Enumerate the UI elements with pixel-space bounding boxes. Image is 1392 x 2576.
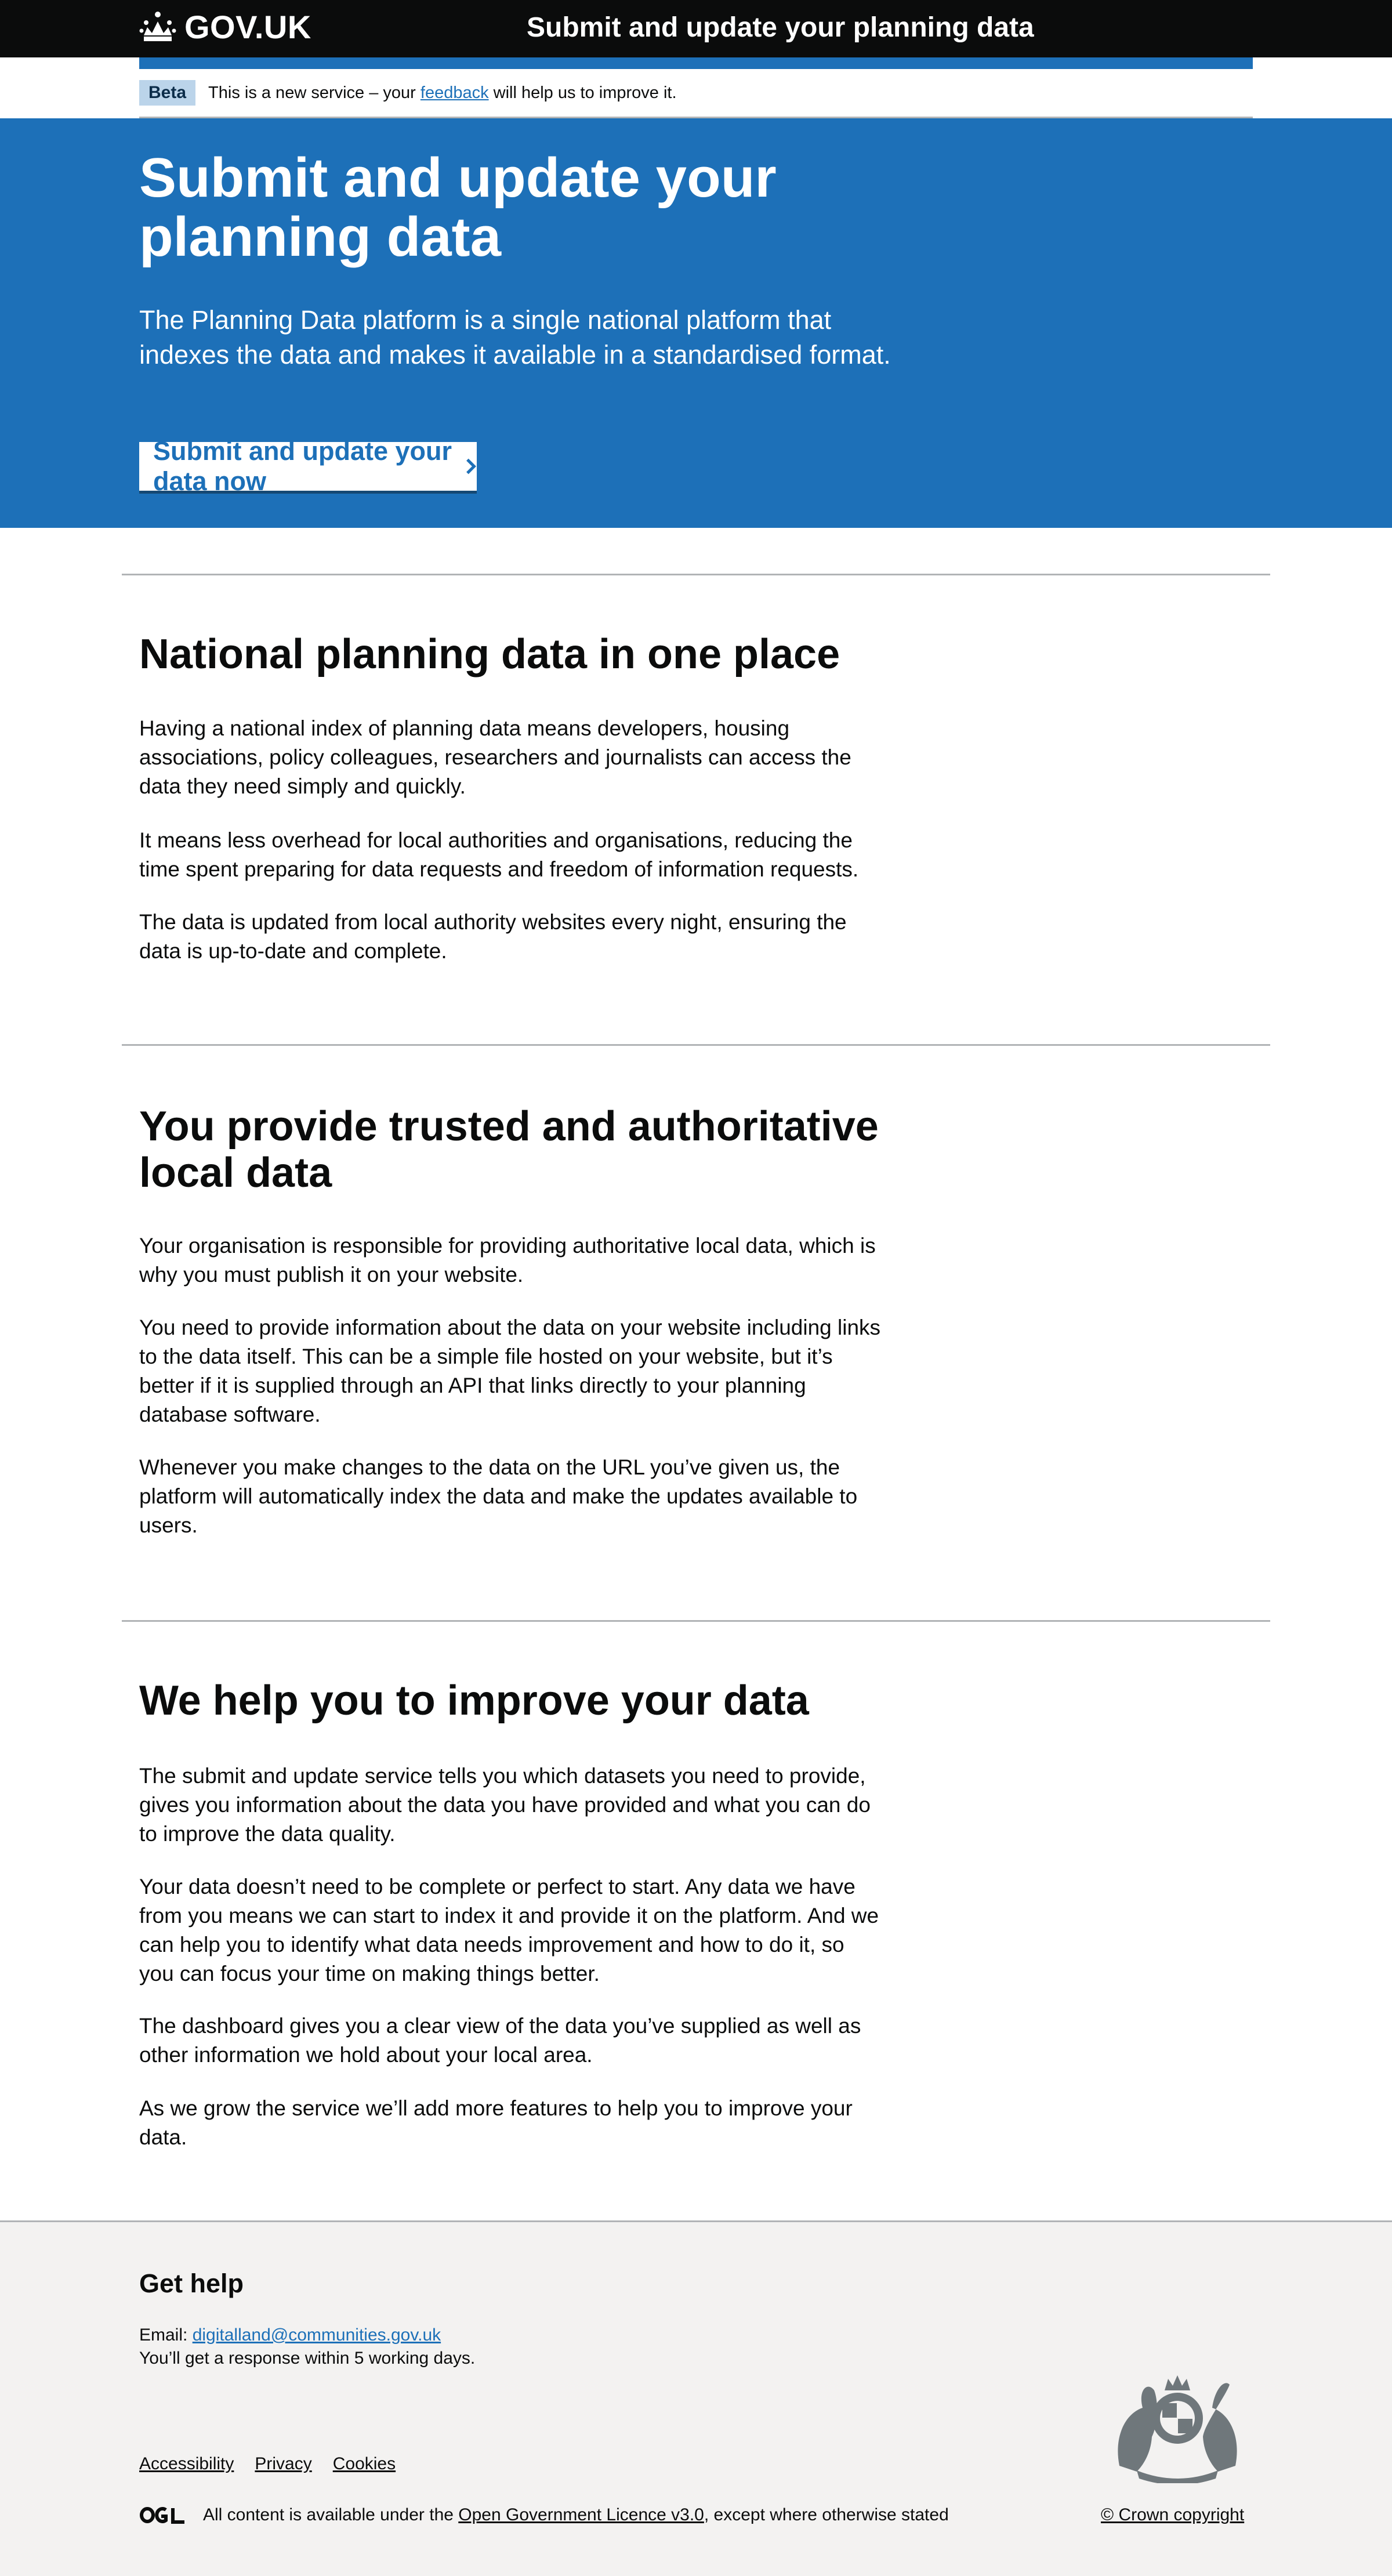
site-header	[0, 0, 1392, 57]
start-button[interactable]	[139, 436, 477, 496]
govuk-logo-link[interactable]	[139, 8, 311, 46]
section-paragraph: Whenever you make changes to the data on the URL you’ve given us, the platform will automatically index the data and make the updates available to users.	[139, 1455, 858, 1537]
footer-links	[139, 2454, 396, 2474]
email-label: Email:	[139, 2325, 193, 2345]
hero-banner	[0, 118, 1392, 528]
section-heading: We help you to improve your data	[139, 1678, 809, 1724]
phase-text-after: will help us to improve it.	[488, 83, 677, 102]
service-name-link[interactable]: Submit and update your planning data	[527, 12, 1034, 43]
feedback-link[interactable]: feedback	[420, 83, 489, 102]
cookies-link[interactable]: Cookies	[332, 2454, 396, 2473]
section-paragraph: As we grow the service we’ll add more features to help you to improve your data.	[139, 2096, 853, 2149]
ogl-logo-icon	[139, 2506, 187, 2524]
privacy-link[interactable]: Privacy	[255, 2454, 312, 2473]
section-paragraph: You need to provide information about the data on your website including links to the data itself. This can be a simple file hosted on your website, but it’s better if it is supplied through an API that links directly to your planning database software.	[139, 1316, 881, 1426]
section-paragraph: The submit and update service tells you which datasets you need to provide, gives you information about the data you have provided and what you can do to improve the data quality.	[139, 1764, 871, 1846]
section-divider	[122, 1044, 1270, 1046]
phase-text-before: This is a new service – your	[208, 83, 420, 102]
chevron-right-icon	[466, 455, 477, 478]
section-paragraph: Your organisation is responsible for providing authoritative local data, which is why you must publish it on your website.	[139, 1234, 876, 1287]
licence-text-before: All content is available under the	[203, 2505, 459, 2524]
section-heading: National planning data in one place	[139, 631, 840, 677]
ogl-link[interactable]: Open Government Licence v3.0	[458, 2505, 704, 2524]
licence-text-after: , except where otherwise stated	[704, 2505, 949, 2524]
section-paragraph: Your data doesn’t need to be complete or perfect to start. Any data we have from you means we can start to index it and provide it on the platform. And we can help you to identify what data needs improvement and how to do it, so you can focus your time on making things better.	[139, 1875, 879, 1986]
logo-text: GOV.UK	[184, 9, 311, 45]
section-paragraph: It means less overhead for local authorities and organisations, reducing the time spent preparing for data requests and freedom of information requests.	[139, 828, 859, 881]
response-time-text: You’ll get a response within 5 working days.	[139, 2349, 476, 2368]
section-paragraph: The data is updated from local authority websites every night, ensuring the data is up-to-date and complete.	[139, 910, 847, 963]
page-title: Submit and update your planning data	[139, 147, 777, 268]
start-button-label: Submit and update your data now	[153, 436, 452, 496]
section-paragraph: Having a national index of planning data means developers, housing associations, policy colleagues, researchers and journalists can access the data they need simply and quickly.	[139, 716, 851, 798]
section-heading: You provide trusted and authoritative local data	[139, 1103, 879, 1196]
phase-tag: Beta	[139, 80, 195, 106]
site-footer	[0, 2220, 1392, 2576]
crown-icon	[139, 10, 176, 45]
get-help-heading: Get help	[139, 2269, 244, 2298]
accessibility-link[interactable]: Accessibility	[139, 2454, 234, 2473]
crown-copyright-link[interactable]: © Crown copyright	[1101, 2505, 1245, 2524]
phase-banner	[139, 69, 1253, 118]
help-email-line	[139, 2325, 441, 2345]
royal-coat-of-arms-icon	[1102, 2367, 1253, 2483]
help-email-link[interactable]: digitalland@communities.gov.uk	[192, 2325, 441, 2345]
section-divider	[122, 574, 1270, 575]
licence-text	[203, 2505, 949, 2525]
header-blue-stripe	[139, 57, 1253, 69]
phase-banner-text	[208, 84, 677, 103]
section-paragraph: The dashboard gives you a clear view of the data you’ve supplied as well as other information we hold about your local area.	[139, 2014, 861, 2067]
section-divider	[122, 1620, 1270, 1622]
hero-description: The Planning Data platform is a single national platform that indexes the data and makes it available in a standardised format.	[139, 305, 891, 369]
licence-line	[139, 2505, 949, 2525]
